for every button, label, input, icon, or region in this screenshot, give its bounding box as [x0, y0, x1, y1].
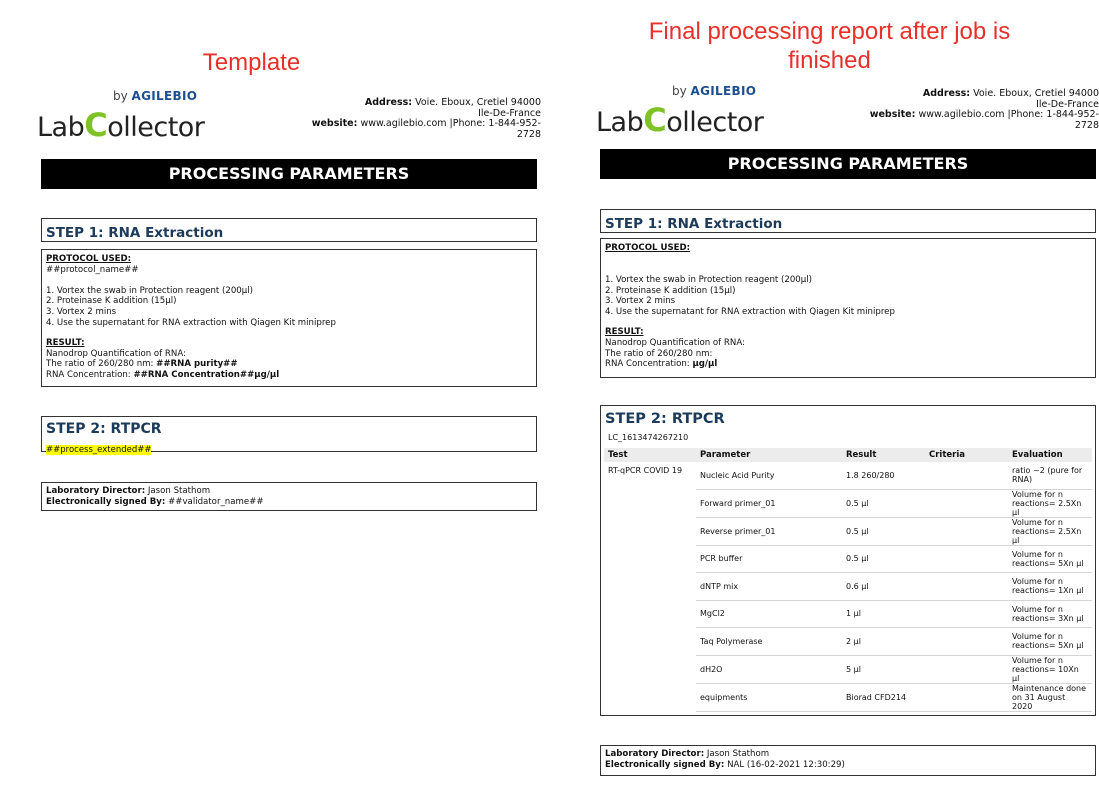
result-cell: 0.5 µl [842, 517, 925, 545]
result-cell: 0.5 µl [842, 545, 925, 573]
protocol-step: 4. Use the supernatant for RNA extraction with Qiagen Kit miniprep [46, 317, 336, 328]
evaluation-cell: Volume for n reactions= 1Xn µl [1008, 573, 1092, 601]
criteria-cell [925, 489, 1008, 517]
labcollector-logo [596, 84, 766, 139]
parameter-cell: Reverse primer_01 [696, 517, 842, 545]
evaluation-cell: ratio ~2 (pure for RNA) [1008, 462, 1092, 489]
step1-box [41, 218, 537, 242]
protocol-step: 4. Use the supernatant for RNA extraction with Qiagen Kit miniprep [605, 307, 895, 318]
nanodrop-text: Nanodrop Quantification of RNA: [46, 348, 186, 359]
evaluation-cell: Volume for n reactions= 3Xn µl [1008, 600, 1092, 628]
lc-id: LC_1613474267210 [608, 433, 689, 442]
column-header: Parameter [696, 448, 842, 462]
protocol-label: PROTOCOL USED: [46, 254, 132, 264]
result-cell: 2 µl [842, 628, 925, 656]
protocol-step: 3. Vortex 2 mins [46, 307, 117, 318]
protocol-step: 2. Proteinase K addition (15µl) [46, 296, 177, 307]
result-cell: 5 µl [842, 655, 925, 683]
step2-title: STEP 2: RTPCR [605, 411, 725, 427]
parameter-cell: MgCl2 [696, 600, 842, 628]
parameter-cell: dH2O [696, 655, 842, 683]
protocol-step: 1. Vortex the swab in Protection reagent (200µl) [605, 274, 812, 285]
address-block: Address: Voie. Eboux, Cretiel 94000 Ile-De-France website: www.agilebio.com |Phone: 1-844-952-2728 [869, 88, 1099, 131]
logo-by: by AGILEBIO [672, 84, 757, 98]
column-header: Test [604, 448, 696, 462]
criteria-cell [925, 462, 1008, 489]
result-cell: 1 µl [842, 600, 925, 628]
concentration-line: RNA Concentration: ##RNA Concentration##µg/µl [46, 370, 280, 381]
parameter-cell: equipments [696, 683, 842, 711]
processing-parameters-bar: PROCESSING PARAMETERS [600, 149, 1096, 179]
final-caption: Final processing report after job is finished [648, 18, 1011, 74]
protocol-step: 2. Proteinase K addition (15µl) [605, 285, 736, 296]
protocol-label: PROTOCOL USED: [605, 243, 691, 253]
criteria-cell [925, 517, 1008, 545]
parameter-cell: dNTP mix [696, 573, 842, 601]
step1-title: STEP 1: RNA Extraction [605, 216, 783, 232]
address-block: Address: Voie. Eboux, Cretiel 94000 Ile-De-France website: www.agilebio.com |Phone: 1-844-952-2728 [311, 97, 541, 140]
protocol-name: ##protocol_name## [46, 264, 139, 275]
nanodrop-text: Nanodrop Quantification of RNA: [605, 337, 745, 348]
step2-box [600, 405, 1096, 716]
criteria-cell [925, 573, 1008, 601]
signature-box: Laboratory Director: Jason Stathom Electronically signed By: NAL (16-02-2021 12:30:29) [600, 745, 1096, 776]
logo-by: by AGILEBIO [113, 89, 198, 103]
protocol-box [600, 238, 1096, 378]
evaluation-cell: Volume for n reactions= 2.5Xn µl [1008, 489, 1092, 517]
criteria-cell [925, 628, 1008, 656]
evaluation-cell: Volume for n reactions= 5Xn µl [1008, 545, 1092, 573]
column-header: Result [842, 448, 925, 462]
result-cell: Biorad CFD214 [842, 683, 925, 711]
labcollector-logo [37, 89, 207, 144]
step2-box [41, 416, 537, 455]
column-header: Criteria [925, 448, 1008, 462]
concentration-line: RNA Concentration: µg/µl [605, 359, 718, 370]
criteria-cell [925, 683, 1008, 711]
signature-box: Laboratory Director: Jason Stathom Electronically signed By: ##validator_name## [41, 482, 537, 511]
evaluation-cell: Volume for n reactions= 10Xn µl [1008, 655, 1092, 683]
result-label: RESULT: [605, 326, 644, 337]
logo-wordmark: LabCollector [596, 101, 764, 139]
protocol-box [41, 249, 537, 387]
parameter-cell: Taq Polymerase [696, 628, 842, 656]
ratio-line: The ratio of 260/280 nm: ##RNA purity## [46, 359, 238, 370]
step2-title: STEP 2: RTPCR [46, 421, 162, 437]
processing-parameters-bar: PROCESSING PARAMETERS [41, 159, 537, 189]
evaluation-cell: Maintenance done on 31 August 2020 [1008, 683, 1092, 711]
parameter-cell: Forward primer_01 [696, 489, 842, 517]
result-label: RESULT: [46, 337, 85, 348]
result-cell: 1.8 260/280 [842, 462, 925, 489]
logo-wordmark: LabCollector [37, 106, 205, 144]
evaluation-cell: Volume for n reactions= 2.5Xn µl [1008, 517, 1092, 545]
result-cell: 0.6 µl [842, 573, 925, 601]
criteria-cell [925, 545, 1008, 573]
criteria-cell [925, 600, 1008, 628]
results-table [604, 448, 1092, 712]
parameter-cell: Nucleic Acid Purity [696, 462, 842, 489]
evaluation-cell: Volume for n reactions= 5Xn µl [1008, 628, 1092, 656]
column-header: Evaluation [1008, 448, 1092, 462]
template-caption: Template [202, 49, 301, 76]
final-report-panel [560, 0, 1099, 786]
process-extended-placeholder: ##process_extended## [46, 445, 152, 455]
step1-title: STEP 1: RNA Extraction [46, 225, 224, 241]
table-row [604, 462, 1092, 489]
test-name: RT-qPCR COVID 19 [608, 466, 683, 475]
protocol-step: 3. Vortex 2 mins [605, 296, 676, 307]
criteria-cell [925, 655, 1008, 683]
result-cell: 0.5 µl [842, 489, 925, 517]
protocol-step: 1. Vortex the swab in Protection reagent (200µl) [46, 285, 253, 296]
table-header-row [604, 448, 1092, 462]
parameter-cell: PCR buffer [696, 545, 842, 573]
step1-box [600, 209, 1096, 233]
ratio-line: The ratio of 260/280 nm: [605, 348, 713, 359]
